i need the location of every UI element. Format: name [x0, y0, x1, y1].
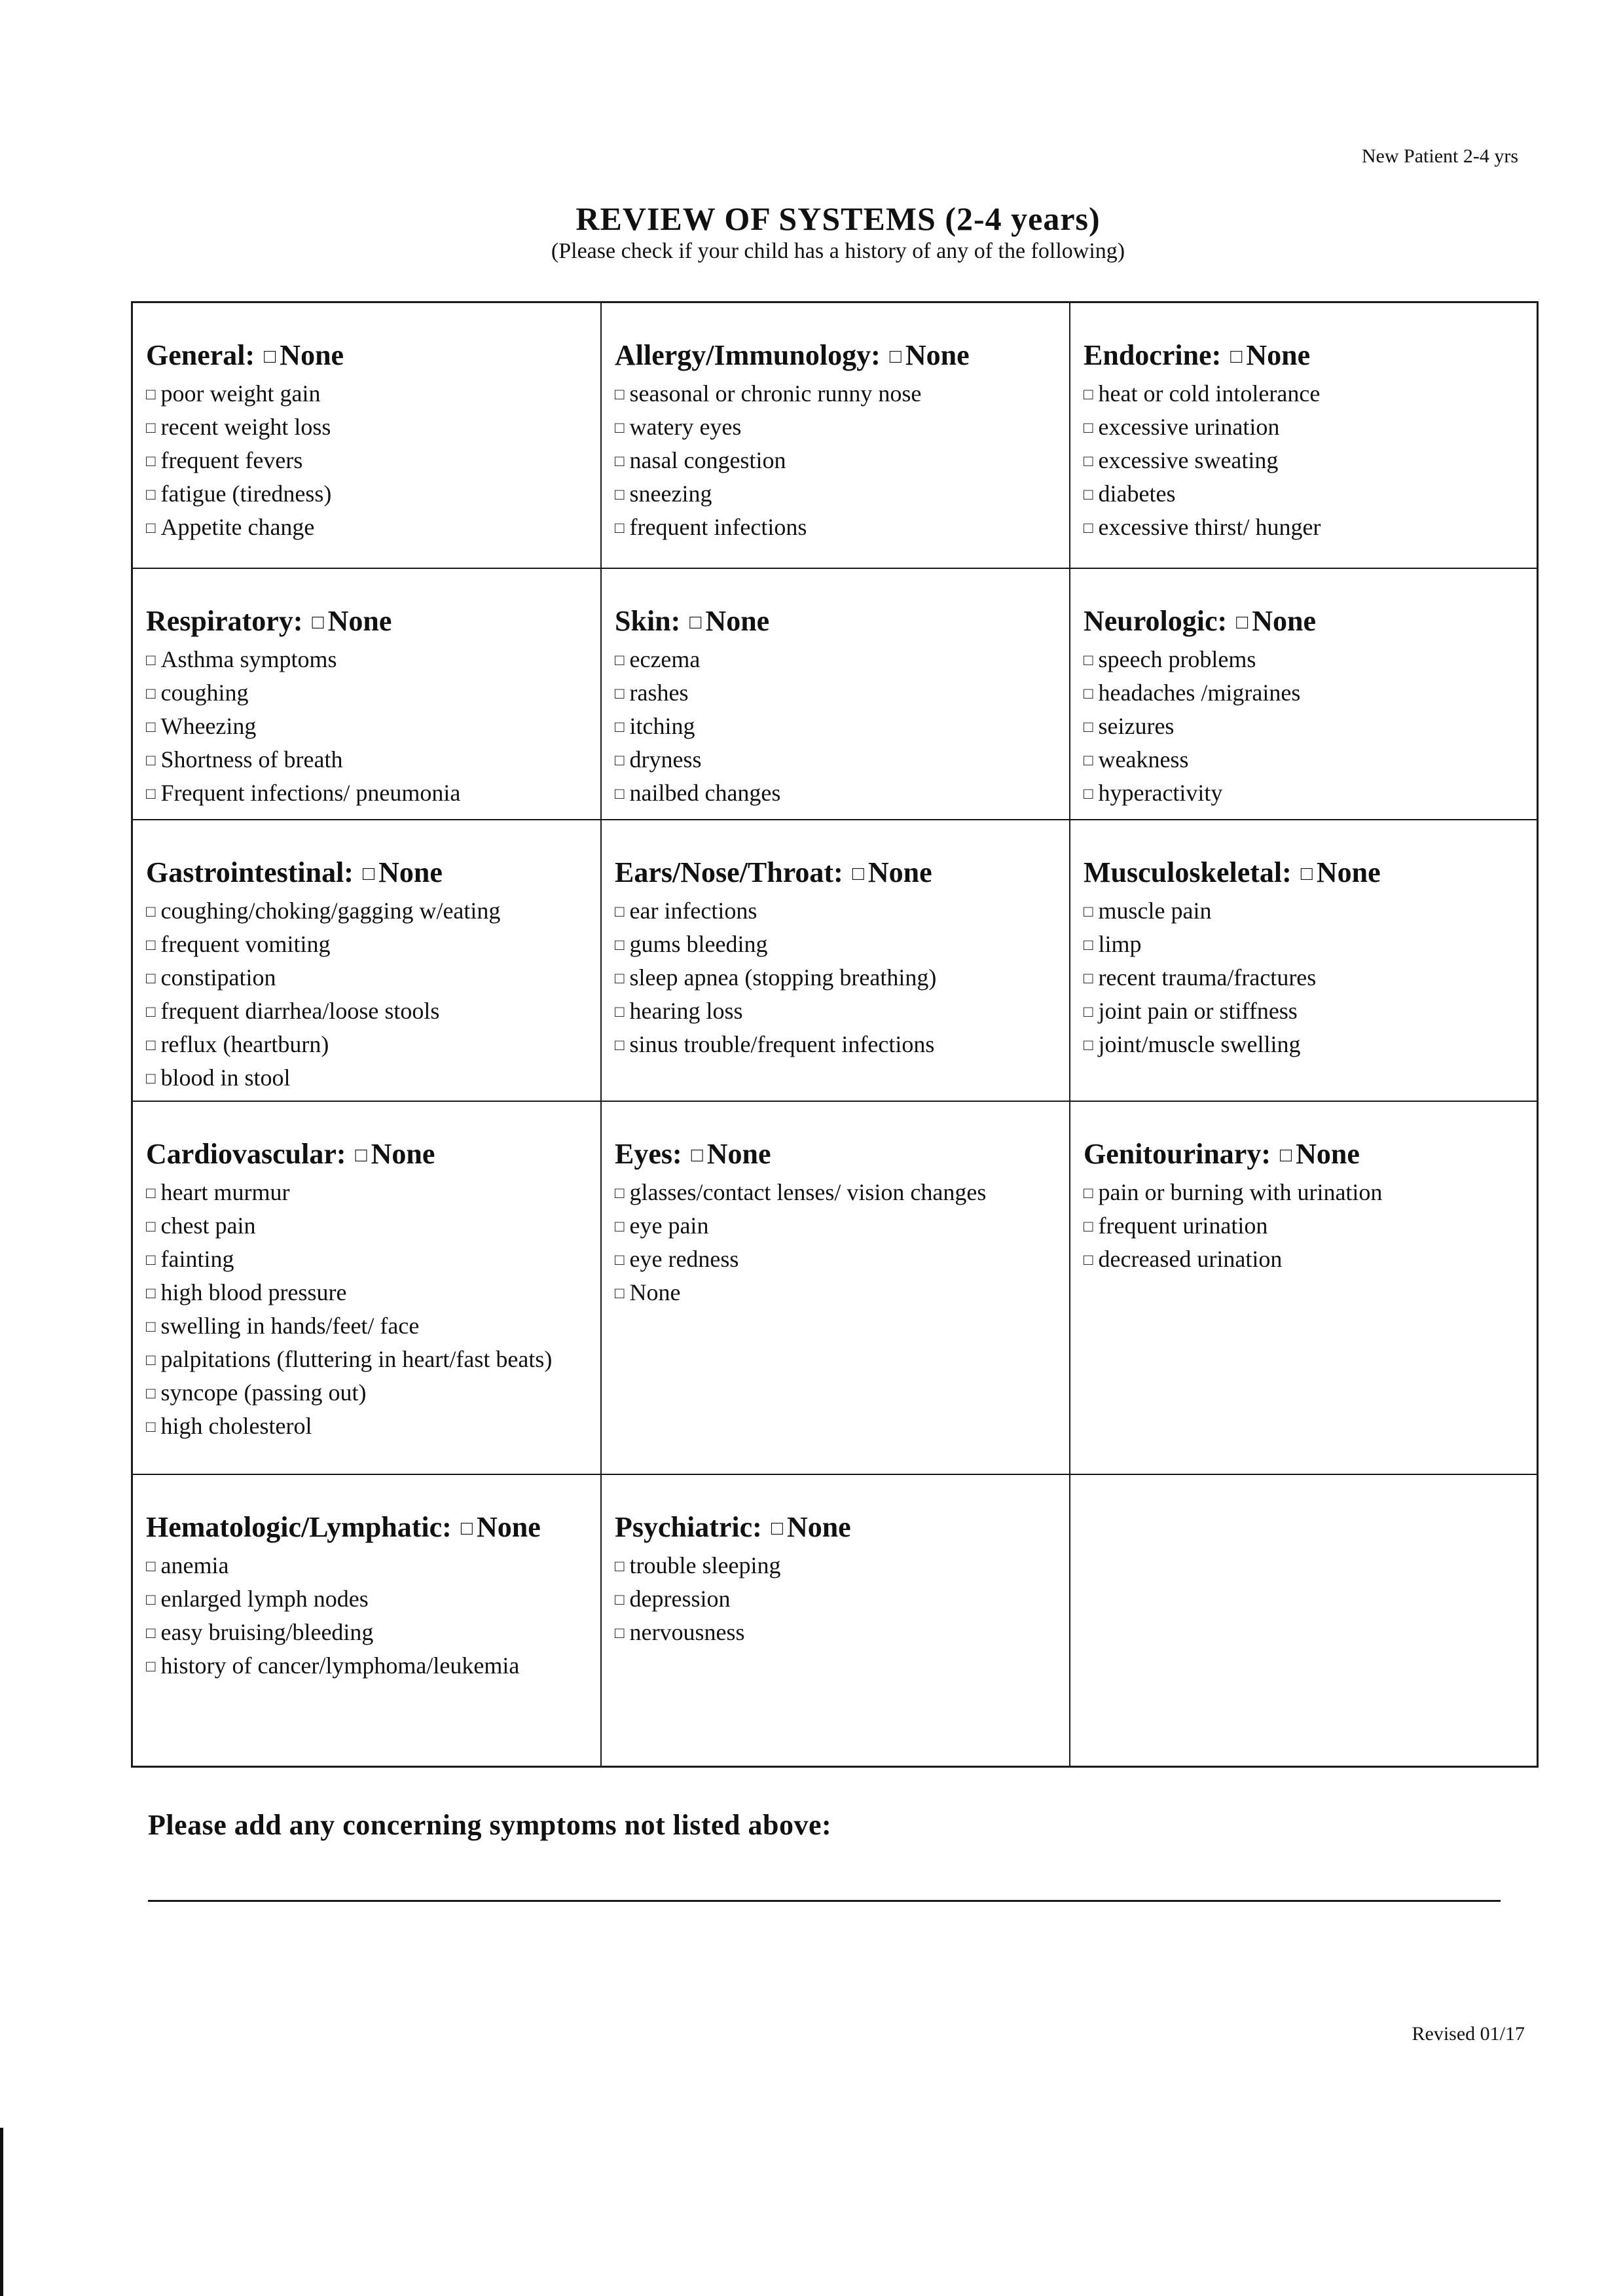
- symptom-item: [615, 896, 1056, 929]
- symptom-checkbox[interactable]: □: [146, 1419, 156, 1436]
- symptom-item: [615, 378, 1056, 412]
- symptom-label: hearing loss: [629, 998, 743, 1024]
- page-title: REVIEW OF SYSTEMS (2-4 years): [575, 200, 1101, 237]
- symptom-list: [146, 644, 587, 811]
- none-label: None: [905, 339, 970, 371]
- symptom-label: watery eyes: [629, 414, 742, 440]
- section-title-text: Genitourinary:: [1084, 1138, 1271, 1170]
- symptom-label: gums bleeding: [629, 931, 768, 957]
- symptom-item: [615, 678, 1056, 711]
- symptom-label: excessive thirst/ hunger: [1098, 514, 1321, 540]
- symptom-checkbox[interactable]: □: [146, 1185, 156, 1202]
- symptom-item: [615, 512, 1056, 545]
- none-label: None: [786, 1511, 851, 1543]
- symptom-item: [1084, 1177, 1523, 1211]
- section-title-text: Skin:: [615, 605, 681, 637]
- symptom-label: hyperactivity: [1098, 780, 1223, 806]
- symptom-item: [146, 445, 587, 479]
- symptom-item: [146, 479, 587, 512]
- symptom-label: Shortness of breath: [160, 746, 343, 773]
- symptom-label: weakness: [1098, 746, 1189, 773]
- symptom-label: excessive urination: [1098, 414, 1280, 440]
- symptom-checkbox[interactable]: □: [615, 520, 625, 537]
- symptom-item: [1084, 678, 1523, 711]
- symptom-item: [1084, 962, 1523, 996]
- symptom-checkbox[interactable]: □: [615, 1252, 625, 1269]
- symptom-label: nailbed changes: [629, 780, 781, 806]
- symptom-checkbox[interactable]: □: [1084, 1004, 1093, 1021]
- symptom-checkbox[interactable]: □: [1084, 719, 1093, 736]
- section-title: [146, 337, 587, 377]
- symptom-label: trouble sleeping: [629, 1552, 781, 1578]
- symptom-item: [146, 1344, 587, 1377]
- none-label: None: [371, 1138, 435, 1170]
- none-checkbox[interactable]: □: [1279, 1144, 1292, 1166]
- additional-symptoms-line[interactable]: [148, 1900, 1501, 1902]
- symptom-label: poor weight gain: [160, 380, 321, 407]
- symptom-checkbox[interactable]: □: [1084, 970, 1093, 987]
- symptom-item: [146, 1617, 587, 1650]
- symptom-checkbox[interactable]: □: [1084, 420, 1093, 437]
- symptom-label: headaches /migraines: [1098, 680, 1301, 706]
- symptom-label: nasal congestion: [629, 447, 786, 473]
- symptom-label: coughing: [160, 680, 249, 706]
- symptom-list: [615, 644, 1056, 811]
- section-title: [146, 854, 587, 894]
- section-title: [146, 1136, 587, 1176]
- section-title-text: Eyes:: [615, 1138, 682, 1170]
- none-checkbox[interactable]: □: [1236, 611, 1249, 633]
- symptom-label: pain or burning with urination: [1098, 1179, 1383, 1205]
- symptom-item: [615, 644, 1056, 678]
- symptom-item: [615, 1617, 1056, 1650]
- symptom-item: [1084, 1211, 1523, 1244]
- section-respiratory: [133, 569, 602, 820]
- none-label: None: [280, 339, 344, 371]
- symptom-checkbox[interactable]: □: [615, 1558, 625, 1575]
- symptom-checkbox[interactable]: □: [146, 903, 156, 920]
- section-title: [615, 1136, 1056, 1176]
- symptom-checkbox[interactable]: □: [615, 1037, 625, 1054]
- symptom-item: [146, 1650, 587, 1684]
- symptom-label: speech problems: [1098, 646, 1256, 672]
- symptom-checkbox[interactable]: □: [1084, 752, 1093, 769]
- symptom-item: [1084, 378, 1523, 412]
- none-label: None: [1246, 339, 1311, 371]
- symptom-checkbox[interactable]: □: [146, 453, 156, 470]
- symptom-checkbox[interactable]: □: [615, 1004, 625, 1021]
- symptom-label: blood in stool: [160, 1065, 291, 1091]
- symptom-checkbox[interactable]: □: [146, 1285, 156, 1302]
- symptom-checkbox[interactable]: □: [146, 786, 156, 803]
- symptom-checkbox[interactable]: □: [1084, 1037, 1093, 1054]
- symptom-checkbox[interactable]: □: [615, 1592, 625, 1609]
- symptom-checkbox[interactable]: □: [146, 937, 156, 954]
- symptom-checkbox[interactable]: □: [615, 685, 625, 702]
- symptom-list: [615, 896, 1056, 1063]
- symptom-label: excessive sweating: [1098, 447, 1279, 473]
- symptom-item: [1084, 744, 1523, 778]
- symptom-label: frequent vomiting: [160, 931, 331, 957]
- symptom-label: constipation: [160, 964, 276, 991]
- symptom-label: joint pain or stiffness: [1098, 998, 1298, 1024]
- symptom-item: [146, 1029, 587, 1063]
- symptom-label: fainting: [160, 1246, 234, 1272]
- symptom-label: glasses/contact lenses/ vision changes: [629, 1179, 987, 1205]
- symptom-checkbox[interactable]: □: [146, 1352, 156, 1369]
- symptom-checkbox[interactable]: □: [146, 1004, 156, 1021]
- section-title-text: Psychiatric:: [615, 1511, 762, 1543]
- symptom-label: joint/muscle swelling: [1098, 1031, 1301, 1057]
- symptom-item: [615, 929, 1056, 962]
- none-label: None: [327, 605, 392, 637]
- symptom-checkbox[interactable]: □: [615, 970, 625, 987]
- symptom-label: anemia: [160, 1552, 229, 1578]
- symptom-checkbox[interactable]: □: [615, 1625, 625, 1642]
- section-musculoskeletal: [1070, 820, 1537, 1102]
- symptom-label: fatigue (tiredness): [160, 481, 332, 507]
- none-checkbox[interactable]: □: [1230, 346, 1243, 367]
- symptom-label: sinus trouble/frequent infections: [629, 1031, 935, 1057]
- section-eyes: [602, 1102, 1070, 1475]
- symptom-label: Frequent infections/ pneumonia: [160, 780, 461, 806]
- symptom-item: [146, 778, 587, 811]
- none-checkbox[interactable]: □: [889, 346, 902, 367]
- section-psychiatric: [602, 1475, 1070, 1766]
- symptom-checkbox[interactable]: □: [615, 903, 625, 920]
- symptom-label: recent weight loss: [160, 414, 331, 440]
- symptom-item: [615, 711, 1056, 744]
- symptom-item: [146, 1550, 587, 1584]
- revision-date: Revised 01/17: [1412, 2023, 1525, 2045]
- symptom-checkbox[interactable]: □: [146, 752, 156, 769]
- section-gastrointestinal: [133, 820, 602, 1102]
- symptom-list: [146, 1550, 587, 1684]
- symptom-label: rashes: [629, 680, 689, 706]
- symptom-checkbox[interactable]: □: [146, 1385, 156, 1402]
- section-title: [615, 337, 1056, 377]
- symptom-item: [1084, 1029, 1523, 1063]
- section-title-text: Musculoskeletal:: [1084, 856, 1292, 888]
- none-checkbox[interactable]: □: [355, 1144, 367, 1166]
- symptom-label: sneezing: [629, 481, 712, 507]
- symptom-item: [146, 711, 587, 744]
- symptom-checkbox[interactable]: □: [146, 1592, 156, 1609]
- symptom-label: frequent urination: [1098, 1212, 1268, 1239]
- symptom-label: high cholesterol: [160, 1413, 312, 1439]
- symptom-item: [615, 996, 1056, 1029]
- symptom-checkbox[interactable]: □: [615, 652, 625, 669]
- symptom-label: Wheezing: [160, 713, 257, 739]
- symptom-item: [146, 1177, 587, 1211]
- symptom-checkbox[interactable]: □: [615, 1218, 625, 1235]
- section-hematologic-lymphatic: [133, 1475, 602, 1766]
- symptom-checkbox[interactable]: □: [146, 1037, 156, 1054]
- symptom-label: seasonal or chronic runny nose: [629, 380, 922, 407]
- symptom-checkbox[interactable]: □: [1084, 903, 1093, 920]
- symptom-checkbox[interactable]: □: [1084, 652, 1093, 669]
- none-label: None: [1316, 856, 1381, 888]
- symptom-checkbox[interactable]: □: [146, 1319, 156, 1336]
- symptom-label: frequent fevers: [160, 447, 303, 473]
- symptom-label: ear infections: [629, 898, 757, 924]
- none-checkbox[interactable]: □: [312, 611, 324, 633]
- symptom-item: [146, 996, 587, 1029]
- symptom-item: [146, 962, 587, 996]
- section-title-text: Allergy/Immunology:: [615, 339, 881, 371]
- symptom-item: [615, 412, 1056, 445]
- none-label: None: [378, 856, 443, 888]
- none-checkbox[interactable]: □: [691, 1144, 703, 1166]
- symptom-item: [146, 1063, 587, 1096]
- symptom-checkbox[interactable]: □: [615, 719, 625, 736]
- symptom-label: reflux (heartburn): [160, 1031, 329, 1057]
- symptom-item: [615, 1177, 1056, 1211]
- review-of-systems-table: [131, 301, 1539, 1768]
- none-checkbox[interactable]: □: [852, 863, 864, 884]
- symptom-checkbox[interactable]: □: [615, 453, 625, 470]
- symptom-label: heart murmur: [160, 1179, 290, 1205]
- section-title-text: Cardiovascular:: [146, 1138, 346, 1170]
- symptom-list: [1084, 1177, 1523, 1277]
- symptom-checkbox[interactable]: □: [146, 1658, 156, 1675]
- symptom-label: dryness: [629, 746, 702, 773]
- symptom-label: swelling in hands/feet/ face: [160, 1313, 420, 1339]
- symptom-checkbox[interactable]: □: [1084, 486, 1093, 503]
- symptom-checkbox[interactable]: □: [1084, 520, 1093, 537]
- symptom-label: Asthma symptoms: [160, 646, 337, 672]
- symptom-list: [146, 896, 587, 1096]
- symptom-label: recent trauma/fractures: [1098, 964, 1317, 991]
- scan-edge-mark: [0, 2128, 3, 2296]
- symptom-checkbox[interactable]: □: [146, 970, 156, 987]
- form-code: New Patient 2-4 yrs: [1361, 145, 1518, 167]
- symptom-checkbox[interactable]: □: [1084, 685, 1093, 702]
- symptom-label: limp: [1098, 931, 1142, 957]
- symptom-list: [1084, 378, 1523, 545]
- symptom-checkbox[interactable]: □: [615, 1285, 625, 1302]
- none-label: None: [1296, 1138, 1360, 1170]
- symptom-item: [1084, 412, 1523, 445]
- section-title: [1084, 603, 1523, 643]
- symptom-checkbox[interactable]: □: [146, 1252, 156, 1269]
- symptom-item: [615, 445, 1056, 479]
- section-title-text: Hematologic/Lymphatic:: [146, 1511, 452, 1543]
- symptom-label: eye redness: [629, 1246, 739, 1272]
- symptom-label: muscle pain: [1098, 898, 1212, 924]
- symptom-list: [146, 1177, 587, 1444]
- symptom-checkbox[interactable]: □: [1084, 1218, 1093, 1235]
- symptom-label: easy bruising/bleeding: [160, 1619, 374, 1645]
- symptom-item: [1084, 512, 1523, 545]
- section-title: [615, 854, 1056, 894]
- page-subtitle: (Please check if your child has a history of any of the following): [551, 239, 1125, 263]
- none-checkbox[interactable]: □: [689, 611, 702, 633]
- symptom-item: [1084, 929, 1523, 962]
- symptom-label: high blood pressure: [160, 1279, 347, 1305]
- symptom-item: [146, 412, 587, 445]
- additional-symptoms-prompt: Please add any concerning symptoms not listed above:: [148, 1809, 832, 1841]
- section-title-text: Ears/Nose/Throat:: [615, 856, 843, 888]
- symptom-item: [146, 896, 587, 929]
- none-checkbox[interactable]: □: [460, 1518, 473, 1539]
- symptom-list: [1084, 896, 1523, 1063]
- section-genitourinary: [1070, 1102, 1537, 1475]
- symptom-checkbox[interactable]: □: [146, 1218, 156, 1235]
- section-title-text: Respiratory:: [146, 605, 303, 637]
- none-checkbox[interactable]: □: [771, 1518, 783, 1539]
- symptom-item: [1084, 644, 1523, 678]
- symptom-item: [1084, 996, 1523, 1029]
- symptom-label: sleep apnea (stopping breathing): [629, 964, 937, 991]
- section-title: [146, 603, 587, 643]
- symptom-checkbox[interactable]: □: [146, 1070, 156, 1087]
- section-neurologic: [1070, 569, 1537, 820]
- section-title: [1084, 337, 1523, 377]
- symptom-label: coughing/choking/gagging w/eating: [160, 898, 501, 924]
- symptom-label: decreased urination: [1098, 1246, 1283, 1272]
- symptom-label: None: [629, 1279, 681, 1305]
- section-title: [1084, 854, 1523, 894]
- none-checkbox[interactable]: □: [264, 346, 276, 367]
- section-title: [615, 1509, 1056, 1549]
- symptom-label: enlarged lymph nodes: [160, 1586, 369, 1612]
- section-title-text: Endocrine:: [1084, 339, 1222, 371]
- none-label: None: [1252, 605, 1317, 637]
- symptom-checkbox[interactable]: □: [615, 786, 625, 803]
- none-label: None: [867, 856, 932, 888]
- symptom-item: [146, 378, 587, 412]
- symptom-item: [1084, 445, 1523, 479]
- symptom-label: eye pain: [629, 1212, 709, 1239]
- symptom-label: eczema: [629, 646, 701, 672]
- symptom-list: [615, 1177, 1056, 1311]
- symptom-label: frequent infections: [629, 514, 807, 540]
- symptom-item: [146, 1584, 587, 1617]
- symptom-item: [146, 512, 587, 545]
- symptom-label: history of cancer/lymphoma/leukemia: [160, 1652, 520, 1679]
- symptom-item: [1084, 778, 1523, 811]
- symptom-label: frequent diarrhea/loose stools: [160, 998, 440, 1024]
- symptom-list: [146, 378, 587, 545]
- symptom-item: [615, 1029, 1056, 1063]
- symptom-checkbox[interactable]: □: [146, 420, 156, 437]
- symptom-list: [1084, 644, 1523, 811]
- symptom-checkbox[interactable]: □: [615, 937, 625, 954]
- title-block: [0, 200, 1623, 264]
- symptom-item: [146, 744, 587, 778]
- symptom-label: chest pain: [160, 1212, 256, 1239]
- none-label: None: [706, 1138, 771, 1170]
- section-allergy-immunology: [602, 303, 1070, 569]
- symptom-checkbox[interactable]: □: [146, 719, 156, 736]
- section-title-text: General:: [146, 339, 255, 371]
- symptom-item: [146, 1411, 587, 1444]
- symptom-checkbox[interactable]: □: [146, 486, 156, 503]
- symptom-item: [146, 1277, 587, 1311]
- symptom-label: depression: [629, 1586, 731, 1612]
- symptom-item: [146, 678, 587, 711]
- symptom-item: [615, 1244, 1056, 1277]
- none-checkbox[interactable]: □: [362, 863, 375, 884]
- symptom-checkbox[interactable]: □: [1084, 1252, 1093, 1269]
- symptom-label: itching: [629, 713, 695, 739]
- symptom-item: [615, 962, 1056, 996]
- symptom-item: [615, 778, 1056, 811]
- symptom-item: [146, 1244, 587, 1277]
- symptom-label: heat or cold intolerance: [1098, 380, 1321, 407]
- section-title: [146, 1509, 587, 1549]
- empty-cell: [1070, 1475, 1537, 1766]
- symptom-checkbox[interactable]: □: [146, 685, 156, 702]
- section-endocrine: [1070, 303, 1537, 569]
- symptom-checkbox[interactable]: □: [1084, 786, 1093, 803]
- symptom-checkbox[interactable]: □: [146, 652, 156, 669]
- symptom-label: seizures: [1098, 713, 1175, 739]
- section-title: [1084, 1136, 1523, 1176]
- symptom-item: [1084, 1244, 1523, 1277]
- section-general: [133, 303, 602, 569]
- symptom-item: [615, 1277, 1056, 1311]
- section-title-text: Gastrointestinal:: [146, 856, 354, 888]
- symptom-checkbox[interactable]: □: [1084, 386, 1093, 403]
- symptom-item: [615, 479, 1056, 512]
- none-label: None: [705, 605, 770, 637]
- symptom-checkbox[interactable]: □: [146, 1625, 156, 1642]
- symptom-checkbox[interactable]: □: [146, 520, 156, 537]
- section-skin: [602, 569, 1070, 820]
- symptom-item: [615, 1550, 1056, 1584]
- section-ears-nose-throat: [602, 820, 1070, 1102]
- none-checkbox[interactable]: □: [1300, 863, 1313, 884]
- section-title: [615, 603, 1056, 643]
- symptom-label: diabetes: [1098, 481, 1176, 507]
- symptom-checkbox[interactable]: □: [1084, 1185, 1093, 1202]
- symptom-checkbox[interactable]: □: [615, 420, 625, 437]
- symptom-item: [615, 744, 1056, 778]
- symptom-item: [1084, 479, 1523, 512]
- section-title-text: Neurologic:: [1084, 605, 1228, 637]
- symptom-item: [146, 929, 587, 962]
- section-cardiovascular: [133, 1102, 602, 1475]
- none-label: None: [476, 1511, 541, 1543]
- symptom-list: [615, 378, 1056, 545]
- symptom-checkbox[interactable]: □: [1084, 937, 1093, 954]
- symptom-checkbox[interactable]: □: [615, 752, 625, 769]
- symptom-checkbox[interactable]: □: [146, 1558, 156, 1575]
- symptom-checkbox[interactable]: □: [146, 386, 156, 403]
- symptom-item: [146, 1211, 587, 1244]
- symptom-label: palpitations (fluttering in heart/fast beats): [160, 1346, 553, 1372]
- symptom-checkbox[interactable]: □: [615, 1185, 625, 1202]
- symptom-label: syncope (passing out): [160, 1379, 367, 1406]
- symptom-item: [146, 1377, 587, 1411]
- symptom-checkbox[interactable]: □: [615, 386, 625, 403]
- symptom-item: [1084, 711, 1523, 744]
- symptom-checkbox[interactable]: □: [1084, 453, 1093, 470]
- symptom-checkbox[interactable]: □: [615, 486, 625, 503]
- symptom-item: [1084, 896, 1523, 929]
- symptom-label: nervousness: [629, 1619, 745, 1645]
- symptom-item: [146, 1311, 587, 1344]
- symptom-item: [615, 1584, 1056, 1617]
- symptom-item: [615, 1211, 1056, 1244]
- symptom-label: Appetite change: [160, 514, 315, 540]
- symptom-list: [615, 1550, 1056, 1650]
- symptom-item: [146, 644, 587, 678]
